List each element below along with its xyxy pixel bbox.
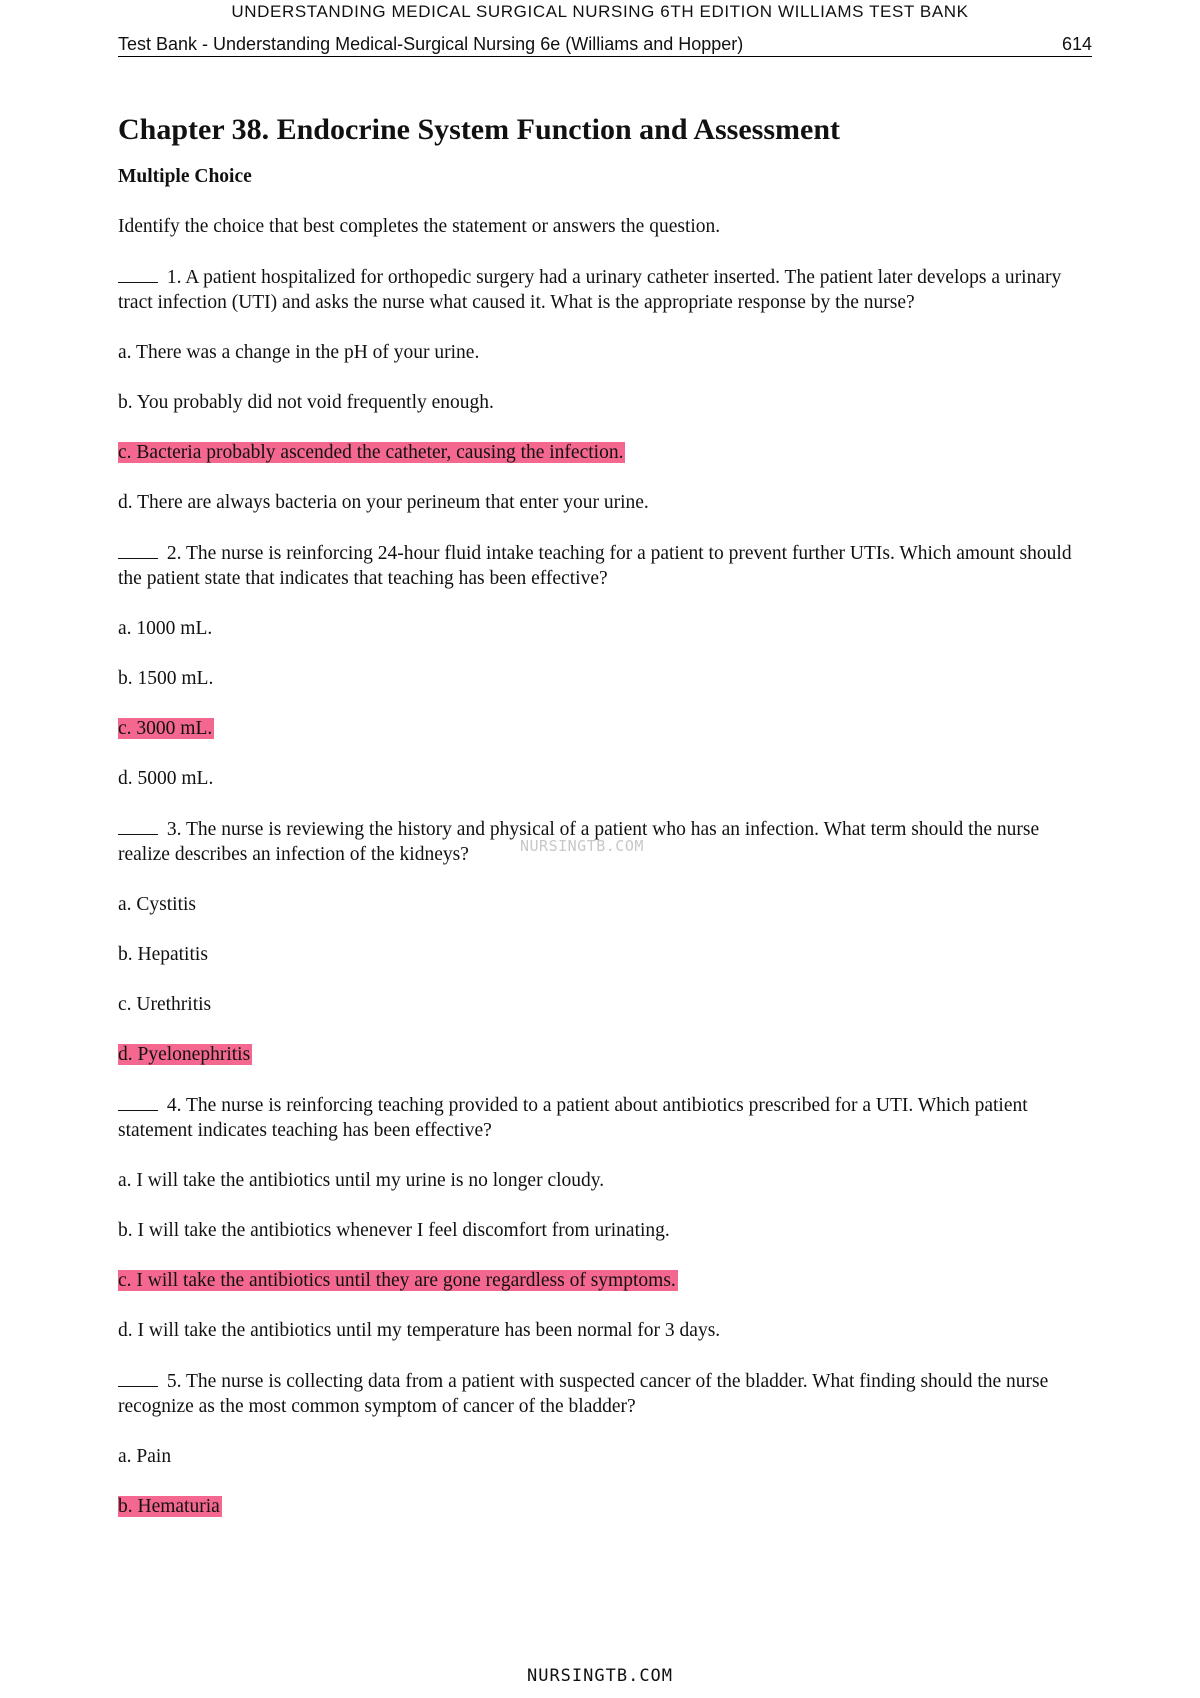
- question-stem: 3. The nurse is reviewing the history and physical of a patient who has an infection. What term should the nurse realize describes an infection of the kidneys?: [118, 816, 1094, 867]
- running-header: [118, 34, 1092, 57]
- chapter-title: Chapter 38. Endocrine System Function and Assessment: [118, 113, 841, 146]
- question-stem: 1. A patient hospitalized for orthopedic surgery had a urinary catheter inserted. The patient later develops a urinary tract infection (UTI) and asks the nurse what caused it. What is the appropriate response by the nurse?: [118, 264, 1094, 315]
- section-heading: Multiple Choice: [118, 166, 252, 187]
- question-stem: 5. The nurse is collecting data from a patient with suspected cancer of the bladder. What finding should the nurse recognize as the most common symptom of cancer of the bladder?: [118, 1368, 1094, 1419]
- option-c: [118, 1268, 1094, 1293]
- answer-blank: [118, 816, 158, 835]
- option-d: d. There are always bacteria on your perineum that enter your urine.: [118, 492, 649, 513]
- option-d: d. 5000 mL.: [118, 768, 214, 789]
- question-stem: 4. The nurse is reinforcing teaching provided to a patient about antibiotics prescribed for a UTI. Which patient statement indicates teaching has been effective?: [118, 1092, 1094, 1143]
- correct-answer-highlight: c. I will take the antibiotics until they are gone regardless of symptoms.: [118, 1270, 676, 1291]
- option-a: a. There was a change in the pH of your urine.: [118, 342, 480, 363]
- option-c: [118, 440, 1094, 465]
- question-block: [118, 264, 1094, 515]
- answer-blank: [118, 1368, 158, 1387]
- question-block: [118, 1368, 1094, 1519]
- document-banner: UNDERSTANDING MEDICAL SURGICAL NURSING 6TH EDITION WILLIAMS TEST BANK: [231, 2, 969, 21]
- option-b: b. Hepatitis: [118, 944, 208, 965]
- page-content: [118, 112, 1094, 1544]
- option-d: d. I will take the antibiotics until my temperature has been normal for 3 days.: [118, 1320, 721, 1341]
- option-b: b. 1500 mL.: [118, 668, 214, 689]
- question-block: [118, 540, 1094, 791]
- correct-answer-highlight: d. Pyelonephritis: [118, 1044, 251, 1065]
- watermark-text: NURSINGTB.COM: [520, 837, 644, 855]
- option-a: a. Cystitis: [118, 894, 197, 915]
- instructions: Identify the choice that best completes the statement or answers the question.: [118, 216, 721, 237]
- option-c: c. Urethritis: [118, 994, 212, 1015]
- question-stem: 2. The nurse is reinforcing 24-hour fluid intake teaching for a patient to prevent further UTIs. Which amount should the patient state that indicates that teaching has been effective?: [118, 540, 1094, 591]
- option-b: [118, 1494, 1094, 1519]
- option-a: a. I will take the antibiotics until my urine is no longer cloudy.: [118, 1170, 605, 1191]
- question-block: [118, 816, 1094, 1067]
- answer-blank: [118, 1092, 158, 1111]
- option-a: a. Pain: [118, 1446, 172, 1467]
- footer-watermark: NURSINGTB.COM: [526, 1666, 674, 1686]
- answer-blank: [118, 264, 158, 283]
- running-header-title: Test Bank - Understanding Medical-Surgical Nursing 6e (Williams and Hopper): [118, 34, 744, 54]
- page-number: 614: [1061, 34, 1092, 54]
- option-b: b. You probably did not void frequently enough.: [118, 392, 494, 413]
- correct-answer-highlight: c. Bacteria probably ascended the catheter, causing the infection.: [118, 442, 624, 463]
- option-d: [118, 1042, 1094, 1067]
- correct-answer-highlight: c. 3000 mL.: [118, 718, 213, 739]
- answer-blank: [118, 540, 158, 559]
- option-b: b. I will take the antibiotics whenever I feel discomfort from urinating.: [118, 1220, 670, 1241]
- correct-answer-highlight: b. Hematuria: [118, 1496, 220, 1517]
- option-a: a. 1000 mL.: [118, 618, 213, 639]
- question-block: [118, 1092, 1094, 1343]
- option-c: [118, 716, 1094, 741]
